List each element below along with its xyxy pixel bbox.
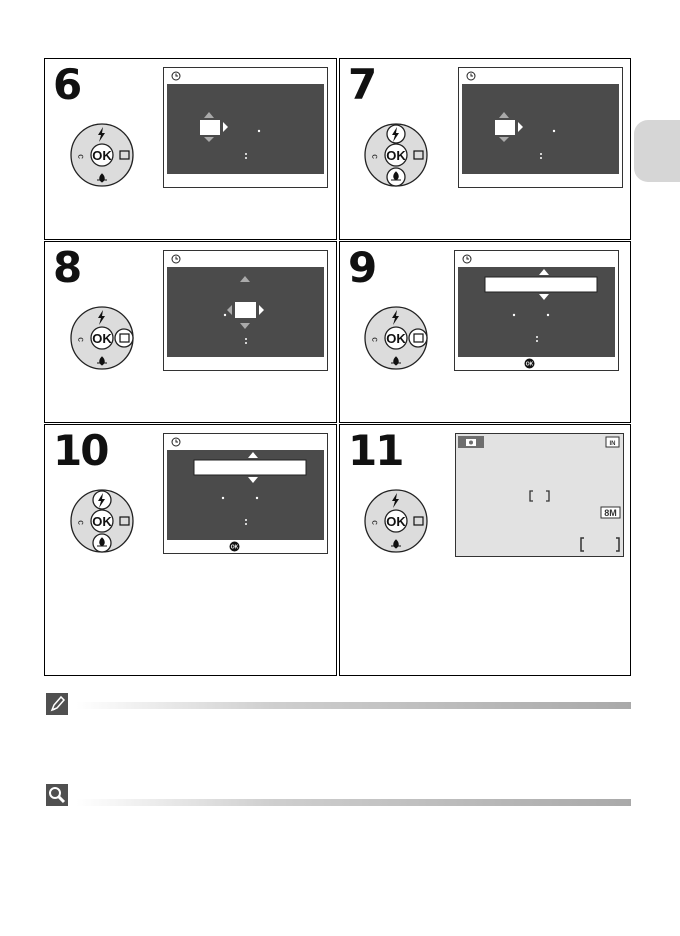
lcd-menu-area (167, 267, 324, 357)
svg-text:8M: 8M (604, 508, 617, 518)
svg-text:OK: OK (386, 331, 406, 346)
clock-icon (171, 254, 181, 264)
ok-button-icon (524, 358, 535, 369)
step-panel-8 (44, 241, 337, 423)
svg-text:OK: OK (386, 148, 406, 163)
svg-text:ᴒ: ᴒ (372, 517, 378, 527)
step-panel-7 (339, 58, 631, 240)
lcd-menu-area (167, 450, 324, 540)
step-panel-10 (44, 424, 337, 676)
multi-selector-dial (363, 488, 429, 554)
step-number: 9 (348, 243, 376, 292)
svg-text:OK: OK (92, 331, 112, 346)
camera-lcd-screen (454, 250, 619, 371)
clock-icon (466, 71, 476, 81)
svg-text:ᴒ: ᴒ (78, 334, 84, 344)
camera-lcd-screen (163, 433, 328, 554)
lcd-menu-area (462, 84, 619, 174)
svg-text:ᴒ: ᴒ (372, 334, 378, 344)
step-panel-6 (44, 58, 337, 240)
step-number: 6 (53, 60, 81, 109)
tip-divider-bar (76, 799, 631, 806)
svg-text:ᴒ: ᴒ (372, 151, 378, 161)
chapter-side-tab (634, 120, 680, 182)
multi-selector-dial (69, 305, 139, 371)
camera-lcd-screen (163, 67, 328, 188)
svg-text:ᴒ: ᴒ (78, 517, 84, 527)
svg-text:OK: OK (92, 514, 112, 529)
lcd-menu-area (458, 267, 615, 357)
svg-text:OK: OK (92, 148, 112, 163)
multi-selector-dial (69, 488, 135, 556)
ok-button-icon (229, 541, 240, 552)
clock-icon (462, 254, 472, 264)
svg-text:IN: IN (609, 441, 616, 447)
multi-selector-dial (69, 122, 135, 188)
step-number: 7 (348, 60, 376, 109)
camera-lcd-screen (163, 250, 328, 371)
multi-selector-dial (363, 122, 429, 190)
step-panel-9 (339, 241, 631, 423)
step-panel-11 (339, 424, 631, 676)
clock-icon (171, 437, 181, 447)
step-number: 11 (348, 426, 403, 475)
lcd-menu-area (167, 84, 324, 174)
svg-text:OK: OK (230, 544, 239, 551)
camera-shooting-screen (455, 433, 624, 557)
clock-icon (171, 71, 181, 81)
note-divider-bar (76, 702, 631, 709)
svg-text:OK: OK (525, 361, 534, 368)
camera-lcd-screen (458, 67, 623, 188)
multi-selector-dial (363, 305, 433, 371)
note-pencil-icon (46, 693, 68, 715)
step-number: 8 (53, 243, 81, 292)
svg-text:ᴒ: ᴒ (78, 151, 84, 161)
step-number: 10 (53, 426, 108, 475)
magnifier-tip-icon (46, 784, 68, 806)
svg-text:OK: OK (386, 514, 406, 529)
